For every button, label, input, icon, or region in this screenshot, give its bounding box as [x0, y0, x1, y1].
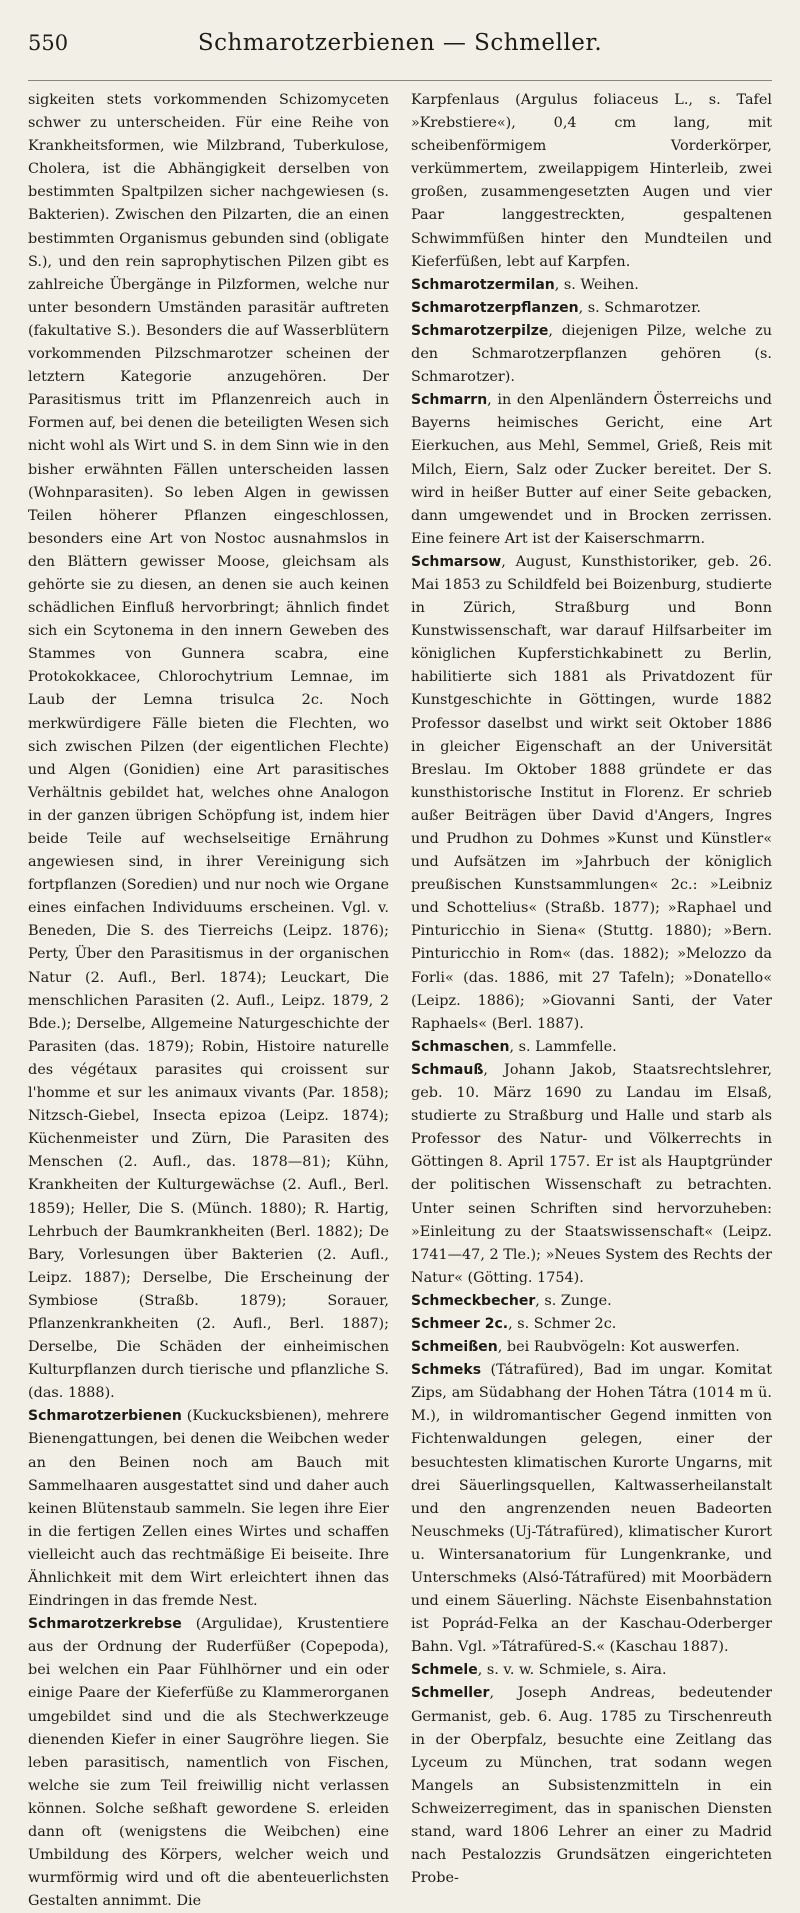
entry-text: (Kuckucksbienen), mehrere Bienengattungen, bei denen die Weibchen weder an den Beinen noch am Bauch mit Sammelhaaren ausgestattet sind und daher auch keinen Blütenstaub sammeln. Sie legen ihre Eier in die fertigen Zellen eines Wirtes und schaffen vielleicht auch das rechtmäßige Ei beiseite. Ihre Ähnlichkeit mit dem Wirt erleichtert ihnen das Eindringen in das fremde Nest. [28, 1408, 389, 1610]
text-columns [28, 89, 772, 1910]
dictionary-entry [411, 551, 772, 1036]
entry-text: Karpfenlaus (Argulus foliaceus L., s. Tafel »Krebstiere«), 0,4 cm lang, mit scheibenförmigem Vorderkörper, verkümmertem, zweilappigem Hinterleib, zwei großen, zusammengesetzten Augen und vier Paar langgestreckten, gespaltenen Schwimmfüßen hinter den Mundteilen und Kieferfüßen, lebt auf Karpfen. [411, 92, 772, 270]
entry-text: , s. v. w. Schmiele, s. Aira. [477, 1662, 667, 1679]
page-number: 550 [28, 31, 69, 55]
entry-headword: Schmeller [411, 1685, 490, 1702]
entry-headword: Schmele [411, 1662, 478, 1679]
entry-text: , s. Schmer 2c. [508, 1315, 617, 1332]
dictionary-entry [411, 320, 772, 389]
entry-headword: Schmarotzermilan [411, 276, 555, 293]
entry-text: (Tátrafüred), Bad im ungar. Komitat Zips, am Südabhang der Hohen Tátra (1014 m ü. M.), in wildromantischer Gegend inmitten von Fichtenwaldungen gelegen, einer der besuchtesten klimatischen Kurorte Ungarns, mit drei Säuerlingsquellen, Kaltwasserheilanstalt und den angrenzenden neuen Badeorten Neuschmeks (Uj-Tátrafüred), klimatischer Kurort u. Wintersanatorium für Lungenkranke, und Unterschmeks (Alsó-Tátrafüred) mit Moorbädern und einem Säuerling. Nächste Eisenbahnstation ist Poprád-Felka an der Kaschau-Oderberger Bahn. Vgl. »Tátrafüred-S.« (Kaschau 1887). [411, 1362, 772, 1656]
dictionary-entry [411, 1659, 772, 1682]
entry-headword: Schmeckbecher [411, 1292, 536, 1309]
entry-headword: Schmarotzerkrebse [28, 1616, 182, 1633]
entry-text: sigkeiten stets vorkommenden Schizomyceten schwer zu unterscheiden. Für eine Reihe von Krankheitsformen, wie Milzbrand, Tuberkulose, Cholera, ist die Abhängigkeit derselben von bestimmten Spaltpilzen sicher nachgewiesen (s. Bakterien). Zwischen den Pilzarten, die an einen bestimmten Organismus gebunden sind (obligate S.), und den rein saprophytischen Pilzen gibt es zahlreiche Übergänge in Pilzformen, welche nur unter besondern Umständen parasitär auftreten (fakultative S.). Besonders die auf Wasserblütern vorkommenden Pilzschmarotzer scheinen der letztern Kategorie anzugehören. Der Parasitismus tritt im Pflanzenreich auch in Formen auf, bei denen die beteiligten Wesen sich nicht wohl als Wirt und S. in dem Sinn wie in den bisher erwähnten Fällen unterscheiden lassen (Wohnparasiten). So leben Algen in gewissen Teilen höherer Pflanzen eingeschlossen, besonders eine Art von Nostoc ausnahmslos in den Blättern gewisser Moose, gleichsam als gehörte sie zu diesen, an denen sie auch keinen schädlichen Einfluß hervorbringt; ähnlich findet sich ein Scytonema in den innern Geweben des Stammes von Gunnera scabra, eine Protokokkacee, Chlorochytrium Lemnae, im Laub der Lemna trisulca 2c. Noch merkwürdigere Fälle bieten die Flechten, wo sich zwischen Pilzen (der eigentlichen Flechte) und Algen (Gonidien) eine Art parasitisches Verhältnis gebildet hat, welches ohne Analogon in der ganzen übrigen Schöpfung ist, indem hier beide Teile auf wechselseitige Ernährung angewiesen sind, in ihrer Vereinigung sich fortpflanzen (Soredien) und nur noch wie Organe eines einfachen Individuums erscheinen. Vgl. v. Beneden, Die S. des Tierreichs (Leipz. 1876); Perty, Über den Parasitismus in der organischen Natur (2. Aufl., Berl. 1874); Leuckart, Die menschlichen Parasiten (2. Aufl., Leipz. 1879, 2 Bde.); Derselbe, Allgemeine Naturgeschichte der Parasiten (das. 1879); Robin, Histoire naturelle des végétaux parasites qui croissent sur l'homme et sur les animaux vivants (Par. 1858); Nitzsch-Giebel, Insecta epizoa (Leipz. 1874); Küchenmeister und Zürn, Die Parasiten des Menschen (2. Aufl., das. 1878—81); Kühn, Krankheiten der Kulturgewächse (2. Aufl., Berl. 1859); Heller, Die S. (Münch. 1880); R. Hartig, Lehrbuch der Baumkrankheiten (Berl. 1882); De Bary, Vorlesungen über Bakterien (2. Aufl., Leipz. 1887); Derselbe, Die Erscheinung der Symbiose (Straßb. 1879); Sorauer, Pflanzenkrankheiten (2. Aufl., Berl. 1887); Derselbe, Die Schäden der einheimischen Kulturpflanzen durch tierische und pflanzliche S. (das. 1888). [28, 92, 389, 1402]
entry-text: , in den Alpenländern Österreichs und Bayerns heimisches Gericht, eine Art Eierkuchen, aus Mehl, Semmel, Grieß, Reis mit Milch, Eiern, Salz oder Zucker bereitet. Der S. wird in heißer Butter auf einer Seite gebacken, dann umgewendet und in Brocken zerrissen. Eine feinere Art ist der Kaiserschmarrn. [411, 392, 772, 547]
entry-text: , s. Weihen. [554, 276, 639, 293]
dictionary-entry [28, 89, 389, 1405]
left-column [28, 89, 389, 1910]
dictionary-entry [411, 1359, 772, 1659]
entry-headword: Schmarotzerpilze [411, 322, 549, 339]
entry-text: (Argulidae), Krustentiere aus der Ordnung der Ruderfüßer (Copepoda), bei welchen ein Paar Fühlhörner und ein oder einige Paare der Kieferfüße zu Klammerorganen umgebildet sind und die als Stechwerkzeuge dienenden Kiefer in einer Saugröhre liegen. Sie leben parasitisch, namentlich von Fischen, welche sie zum Teil freiwillig nicht verlassen können. Solche seßhaft gewordene S. erleiden dann oft (wenigstens die Weibchen) eine Umbildung des Körpers, welcher weich und wurmförmig wird und oft die abenteuerlichsten Gestalten annimmt. Die [28, 1616, 389, 1910]
page-header [28, 30, 772, 81]
entry-text: , s. Lammfelle. [509, 1038, 617, 1055]
entry-text: , August, Kunsthistoriker, geb. 26. Mai 1853 zu Schildfeld bei Boizenburg, studierte in Zürich, Straßburg und Bonn Kunstwissenschaft, war darauf Hilfsarbeiter im königlichen Kupferstichkabinett zu Berlin, habilitierte sich 1881 als Privatdozent für Kunstgeschichte in Göttingen, wurde 1882 Professor daselbst und wirkt seit Oktober 1886 in gleicher Eigenschaft an der Universität Breslau. Im Oktober 1888 gründete er das kunsthistorische Institut in Florenz. Er schrieb außer Beiträgen über David d'Angers, Ingres und Prudhon zu Dohmes »Kunst und Künstler« und Aufsätzen im »Jahrbuch der königlich preußischen Kunstsammlungen« 2c.: »Leibniz und Schottelius« (Straßb. 1877); »Raphael und Pinturicchio in Siena« (Stuttg. 1880); »Bern. Pinturicchio in Rom« (das. 1882); »Melozzo da Forli« (das. 1886, mit 27 Tafeln); »Donatello« (Leipz. 1886); »Giovanni Santi, der Vater Raphaels« (Berl. 1887). [411, 553, 772, 1032]
entry-headword: Schmarrn [411, 392, 488, 409]
dictionary-entry [411, 1290, 772, 1313]
entry-headword: Schmarotzerpflanzen [411, 299, 579, 316]
dictionary-entry [411, 274, 772, 297]
dictionary-entry [411, 1036, 772, 1059]
entry-headword: Schmeißen [411, 1339, 498, 1356]
entry-headword: Schmeks [411, 1362, 482, 1379]
right-column [411, 89, 772, 1887]
dictionary-entry [411, 389, 772, 551]
entry-headword: Schmeer 2c. [411, 1315, 509, 1332]
entry-headword: Schmarsow [411, 553, 502, 570]
dictionary-entry [411, 89, 772, 274]
dictionary-entry [411, 1059, 772, 1290]
entry-text: , s. Schmarotzer. [578, 299, 701, 316]
entry-headword: Schmarotzerbienen [28, 1408, 182, 1425]
dictionary-entry [411, 1336, 772, 1359]
entry-headword: Schmaschen [411, 1038, 510, 1055]
dictionary-entry [411, 1682, 772, 1890]
entry-text: , diejenigen Pilze, welche zu den Schmarotzerpflanzen gehören (s. Schmarotzer). [411, 322, 772, 386]
dictionary-entry [411, 1313, 772, 1336]
entry-text: , Johann Jakob, Staatsrechtslehrer, geb. 10. März 1690 zu Landau im Elsaß, studierte zu Straßburg und Halle und starb als Professor des Natur- und Völkerrechts in Göttingen 8. April 1757. Er ist als Hauptgründer der politischen Wissenschaft zu betrachten. Unter seinen Schriften sind hervorzuheben: »Einleitung zu der Staatswissenschaft« (Leipz. 1741—47, 2 Tle.); »Neues System des Rechts der Natur« (Götting. 1754). [411, 1061, 772, 1286]
entry-text: , Joseph Andreas, bedeutender Germanist, geb. 6. Aug. 1785 zu Tirschenreuth in der Oberpfalz, besuchte eine Zeitlang das Lyceum zu München, trat sodann wegen Mangels an Subsistenzmitteln in ein Schweizerregiment, das in spanischen Diensten stand, ward 1806 Lehrer an einer zu Madrid nach Pestalozzis Grundsätzen eingerichteten Probe- [411, 1685, 772, 1887]
entry-headword: Schmauß [411, 1061, 484, 1078]
dictionary-entry [28, 1613, 389, 1913]
dictionary-entry [28, 1405, 389, 1613]
entry-text: , bei Raubvögeln: Kot auswerfen. [497, 1339, 740, 1356]
entry-text: , s. Zunge. [535, 1292, 612, 1309]
dictionary-entry [411, 297, 772, 320]
running-head: Schmarotzerbienen — Schmeller. [197, 30, 603, 56]
